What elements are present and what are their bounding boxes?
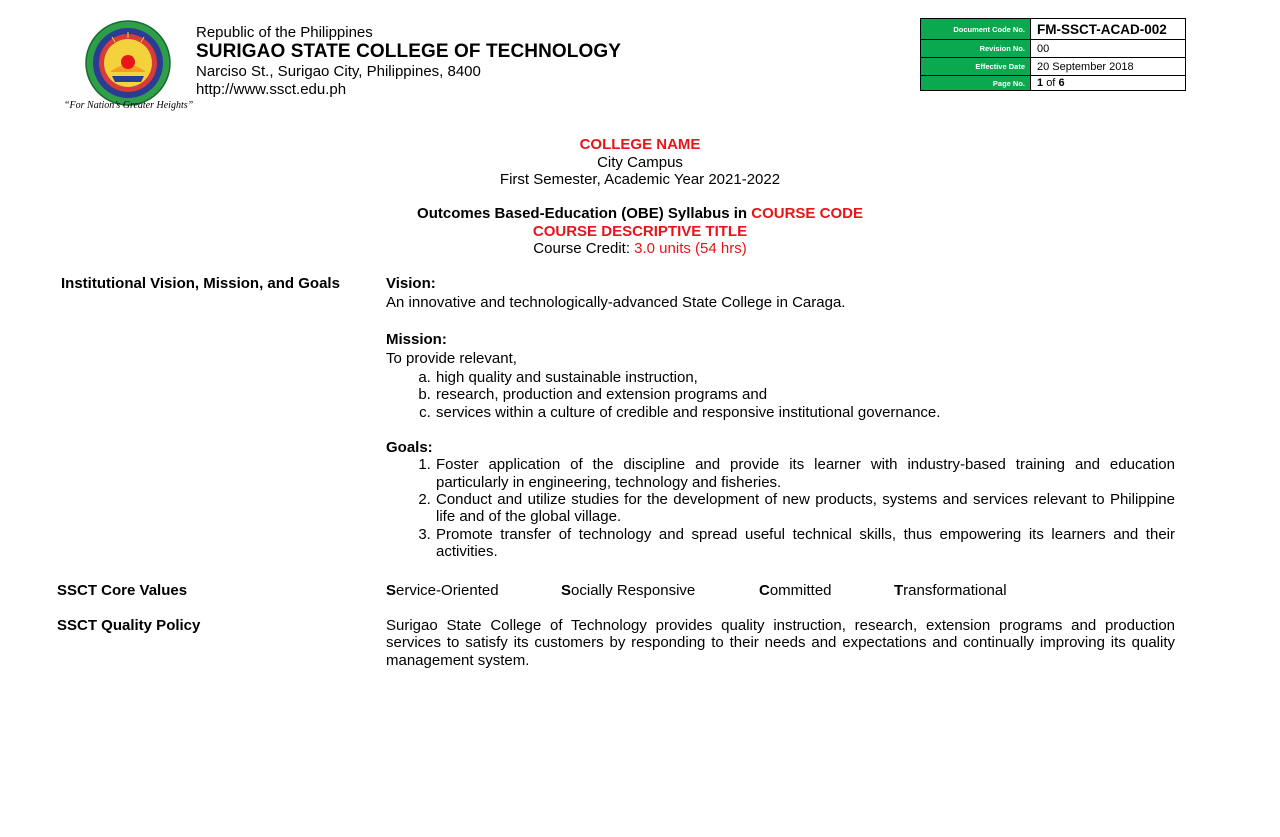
- core-value-initial: S: [386, 582, 397, 599]
- quality-policy-label: SSCT Quality Policy: [57, 617, 201, 634]
- quality-policy-text: Surigao State College of Technology provides quality instruction, research, extension programs and production services to satisfy its customers by responding to their needs and expectations and continually improving its quality management system.: [386, 617, 1175, 669]
- college-seal-logo: [85, 20, 171, 106]
- list-item: 2. Conduct and utilize studies for the development of new products, systems and services relevant to Philippine life and of the global village.: [435, 491, 1175, 526]
- course-descriptive-title: COURSE DESCRIPTIVE TITLE: [532, 222, 748, 240]
- page-of: of: [1046, 77, 1056, 89]
- revision-value: 00: [1031, 40, 1186, 58]
- list-item: 1. Foster application of the discipline and provide its learner with industry-based training and education particularly in engineering, technology and fisheries.: [435, 456, 1175, 491]
- page-current: 1: [1037, 77, 1044, 89]
- credit-label: Course Credit:: [533, 240, 635, 257]
- doc-code-label: Document Code No.: [921, 19, 1031, 40]
- core-value-service: [386, 582, 499, 599]
- core-value-initial: T: [894, 582, 904, 599]
- document-control-table: [920, 18, 1186, 91]
- list-item: 3. Promote transfer of technology and spread useful technical skills, thus empowering its learners and their activities.: [435, 526, 1175, 561]
- core-value-committed: [759, 582, 832, 599]
- syllabus-prefix: Outcomes Based-Education (OBE) Syllabus in: [417, 205, 752, 222]
- vmg-label: Institutional Vision, Mission, and Goals: [61, 275, 340, 292]
- college-title-block: [0, 136, 1280, 189]
- mission-list: [386, 369, 1175, 421]
- core-value-initial: S: [561, 582, 572, 599]
- credit-value: 3.0 units (54 hrs): [634, 240, 747, 257]
- page-no-value: [1031, 76, 1186, 91]
- list-item: c. services within a culture of credible and responsive institutional governance.: [435, 404, 1175, 421]
- institution-header: [196, 24, 621, 99]
- institution-address: Narciso St., Surigao City, Philippines, 8400: [196, 63, 481, 80]
- institution-website[interactable]: http://www.ssct.edu.ph: [196, 81, 347, 98]
- course-code: COURSE CODE: [751, 205, 863, 222]
- course-credit: [0, 240, 1280, 258]
- vision-heading: Vision:: [386, 275, 436, 292]
- effective-date-label: Effective Date: [921, 58, 1031, 76]
- core-value-transformational: [894, 582, 1007, 599]
- core-value-social: [561, 582, 695, 599]
- page-total: 6: [1058, 77, 1065, 89]
- list-item: b. research, production and extension programs and: [435, 386, 1175, 403]
- vision-text: An innovative and technologically-advanced State College in Caraga.: [386, 294, 846, 312]
- college-tagline: “For Nation’s Greater Heights”: [64, 100, 194, 111]
- core-value-rest: ransformational: [903, 582, 1007, 599]
- institution-name: SURIGAO STATE COLLEGE OF TECHNOLOGY: [196, 41, 622, 62]
- core-value-rest: ocially Responsive: [571, 582, 696, 599]
- core-value-initial: C: [759, 582, 770, 599]
- mission-heading: Mission:: [386, 330, 447, 348]
- semester-line: First Semester, Academic Year 2021-2022: [499, 171, 781, 188]
- syllabus-title: [0, 205, 1280, 223]
- mission-intro: To provide relevant,: [386, 349, 517, 367]
- revision-label: Revision No.: [921, 40, 1031, 58]
- syllabus-title-block: [0, 205, 1280, 258]
- core-value-rest: ervice-Oriented: [396, 582, 499, 599]
- country-name: Republic of the Philippines: [196, 24, 373, 41]
- core-value-rest: ommitted: [769, 582, 832, 599]
- goals-heading: Goals:: [386, 439, 433, 457]
- college-name: COLLEGE NAME: [579, 136, 701, 153]
- vmg-content: [386, 275, 1175, 560]
- doc-code-value: FM-SSCT-ACAD-002: [1031, 19, 1186, 40]
- campus-name: City Campus: [597, 153, 683, 171]
- page-no-label: Page No.: [921, 76, 1031, 91]
- goals-list: [386, 456, 1175, 560]
- list-item: a. high quality and sustainable instruction,: [435, 369, 1175, 386]
- effective-date-value: 20 September 2018: [1031, 58, 1186, 76]
- core-values-label: SSCT Core Values: [57, 582, 188, 599]
